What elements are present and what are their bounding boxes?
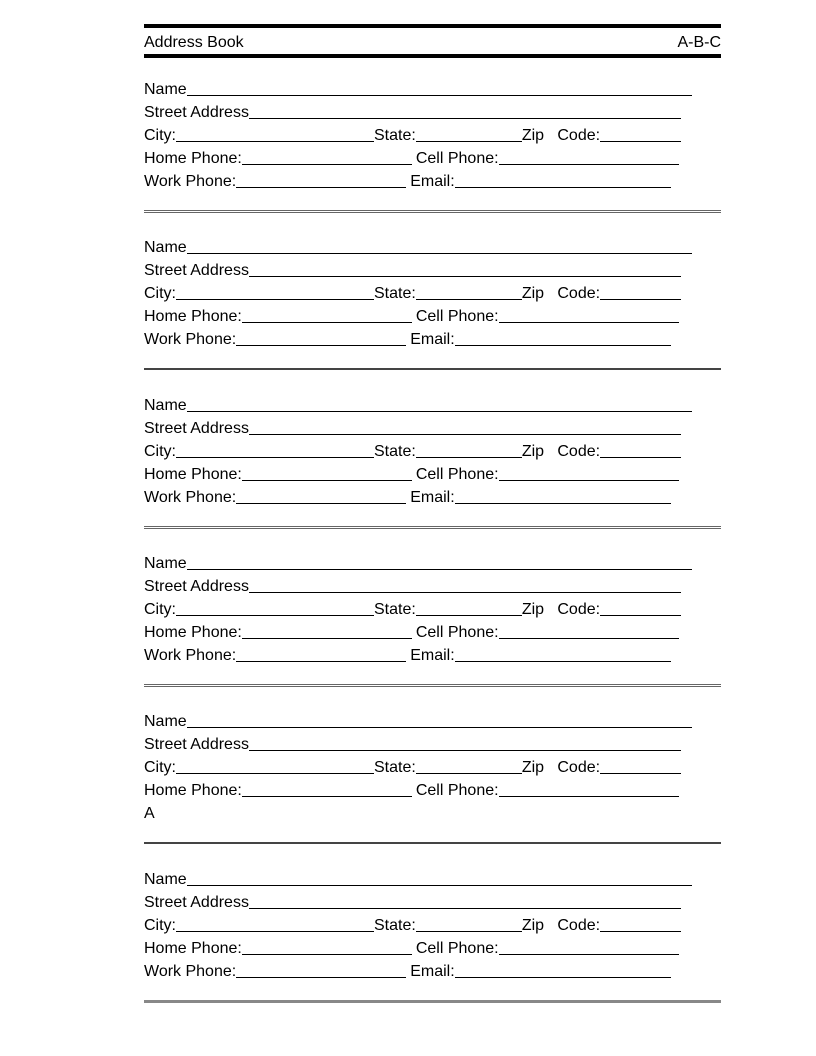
entry-separator	[144, 526, 721, 529]
street-row	[144, 889, 681, 912]
name-field[interactable]	[187, 411, 692, 412]
zip-label: Zip Code:	[521, 917, 601, 934]
city-field[interactable]	[176, 457, 374, 458]
zip-label: Zip Code:	[521, 443, 601, 460]
cell-phone-label: Cell Phone:	[415, 940, 499, 957]
address-entry-3	[144, 374, 721, 532]
home-phone-field[interactable]	[242, 796, 412, 797]
email-field[interactable]	[455, 661, 671, 662]
state-label: State:	[374, 285, 416, 302]
state-label: State:	[374, 127, 416, 144]
state-field[interactable]	[416, 773, 522, 774]
name-label: Name	[144, 239, 187, 256]
home-phone-label: Home Phone:	[144, 940, 242, 957]
name-field[interactable]	[187, 727, 692, 728]
stray-text: A	[144, 805, 155, 822]
header-title: Address Book	[144, 34, 244, 51]
street-row	[144, 257, 681, 280]
street-field[interactable]	[249, 592, 681, 593]
zip-field[interactable]	[600, 457, 681, 458]
phone-row	[144, 777, 679, 800]
email-label: Email:	[410, 331, 455, 348]
name-row	[144, 392, 692, 415]
city-label: City:	[144, 443, 176, 460]
home-phone-label: Home Phone:	[144, 150, 242, 167]
zip-label: Zip Code:	[521, 127, 601, 144]
entries-list	[144, 58, 721, 1006]
address-entry-1	[144, 58, 721, 216]
home-phone-field[interactable]	[242, 322, 412, 323]
email-label: Email:	[410, 647, 455, 664]
city-field[interactable]	[176, 615, 374, 616]
home-phone-label: Home Phone:	[144, 624, 242, 641]
cell-phone-label: Cell Phone:	[415, 466, 499, 483]
entry-separator	[144, 1000, 721, 1003]
work-phone-label: Work Phone:	[144, 489, 237, 506]
city-field[interactable]	[176, 141, 374, 142]
entry-separator	[144, 210, 721, 213]
zip-field[interactable]	[600, 299, 681, 300]
address-entry-5	[144, 690, 721, 848]
street-field[interactable]	[249, 276, 681, 277]
city-field[interactable]	[176, 299, 374, 300]
name-label: Name	[144, 713, 187, 730]
name-field[interactable]	[187, 569, 692, 570]
street-field[interactable]	[249, 118, 681, 119]
home-phone-label: Home Phone:	[144, 782, 242, 799]
entry-separator	[144, 368, 721, 370]
street-label: Street Address	[144, 894, 249, 911]
state-field[interactable]	[416, 457, 522, 458]
city-row	[144, 280, 681, 303]
home-phone-field[interactable]	[242, 164, 412, 165]
work-phone-field[interactable]	[236, 345, 406, 346]
cell-phone-label: Cell Phone:	[415, 150, 499, 167]
phone-row	[144, 461, 679, 484]
city-label: City:	[144, 127, 176, 144]
name-row	[144, 866, 692, 889]
state-field[interactable]	[416, 141, 522, 142]
email-field[interactable]	[455, 345, 671, 346]
entry-separator	[144, 842, 721, 844]
name-label: Name	[144, 871, 187, 888]
city-field[interactable]	[176, 931, 374, 932]
address-entry-4	[144, 532, 721, 690]
work-phone-field[interactable]	[236, 661, 406, 662]
work-phone-label: Work Phone:	[144, 173, 237, 190]
work-row	[144, 958, 671, 981]
city-label: City:	[144, 601, 176, 618]
city-label: City:	[144, 285, 176, 302]
phone-row	[144, 935, 679, 958]
page-header	[144, 28, 721, 54]
work-phone-label: Work Phone:	[144, 647, 237, 664]
header-section: A-B-C	[677, 34, 721, 51]
work-phone-field[interactable]	[236, 503, 406, 504]
cell-phone-field[interactable]	[499, 322, 679, 323]
name-row	[144, 550, 692, 573]
home-phone-field[interactable]	[242, 954, 412, 955]
zip-field[interactable]	[600, 773, 681, 774]
address-book-page	[144, 24, 721, 1006]
city-row	[144, 438, 681, 461]
street-row	[144, 731, 681, 754]
name-field[interactable]	[187, 885, 692, 886]
street-field[interactable]	[249, 434, 681, 435]
name-label: Name	[144, 397, 187, 414]
name-label: Name	[144, 555, 187, 572]
work-row	[144, 484, 671, 507]
zip-field[interactable]	[600, 141, 681, 142]
address-entry-2	[144, 216, 721, 374]
email-label: Email:	[410, 489, 455, 506]
state-label: State:	[374, 759, 416, 776]
home-phone-label: Home Phone:	[144, 308, 242, 325]
address-entry-6	[144, 848, 721, 1006]
cell-phone-label: Cell Phone:	[415, 308, 499, 325]
name-label: Name	[144, 81, 187, 98]
work-phone-label: Work Phone:	[144, 331, 237, 348]
cell-phone-field[interactable]	[499, 164, 679, 165]
zip-label: Zip Code:	[521, 285, 601, 302]
street-label: Street Address	[144, 578, 249, 595]
state-field[interactable]	[416, 615, 522, 616]
name-field[interactable]	[187, 95, 692, 96]
cell-phone-field[interactable]	[499, 638, 679, 639]
state-label: State:	[374, 917, 416, 934]
home-phone-field[interactable]	[242, 480, 412, 481]
work-row	[144, 642, 671, 665]
city-row	[144, 912, 681, 935]
state-label: State:	[374, 601, 416, 618]
state-field[interactable]	[416, 931, 522, 932]
entry-separator	[144, 684, 721, 687]
street-field[interactable]	[249, 908, 681, 909]
home-phone-label: Home Phone:	[144, 466, 242, 483]
cell-phone-field[interactable]	[499, 954, 679, 955]
city-row	[144, 122, 681, 145]
stray-row	[144, 800, 155, 823]
work-phone-field[interactable]	[236, 187, 406, 188]
street-label: Street Address	[144, 104, 249, 121]
home-phone-field[interactable]	[242, 638, 412, 639]
cell-phone-field[interactable]	[499, 796, 679, 797]
zip-label: Zip Code:	[521, 759, 601, 776]
city-label: City:	[144, 917, 176, 934]
work-row	[144, 326, 671, 349]
state-field[interactable]	[416, 299, 522, 300]
phone-row	[144, 145, 679, 168]
state-label: State:	[374, 443, 416, 460]
name-field[interactable]	[187, 253, 692, 254]
street-label: Street Address	[144, 736, 249, 753]
name-row	[144, 76, 692, 99]
name-row	[144, 234, 692, 257]
zip-label: Zip Code:	[521, 601, 601, 618]
email-field[interactable]	[455, 187, 671, 188]
name-row	[144, 708, 692, 731]
city-row	[144, 754, 681, 777]
zip-field[interactable]	[600, 931, 681, 932]
cell-phone-field[interactable]	[499, 480, 679, 481]
street-row	[144, 573, 681, 596]
cell-phone-label: Cell Phone:	[415, 624, 499, 641]
city-field[interactable]	[176, 773, 374, 774]
street-field[interactable]	[249, 750, 681, 751]
email-label: Email:	[410, 173, 455, 190]
work-row	[144, 168, 671, 191]
street-row	[144, 415, 681, 438]
email-label: Email:	[410, 963, 455, 980]
email-field[interactable]	[455, 977, 671, 978]
phone-row	[144, 619, 679, 642]
cell-phone-label: Cell Phone:	[415, 782, 499, 799]
city-row	[144, 596, 681, 619]
street-label: Street Address	[144, 420, 249, 437]
email-field[interactable]	[455, 503, 671, 504]
work-phone-label: Work Phone:	[144, 963, 237, 980]
street-row	[144, 99, 681, 122]
work-phone-field[interactable]	[236, 977, 406, 978]
zip-field[interactable]	[600, 615, 681, 616]
street-label: Street Address	[144, 262, 249, 279]
phone-row	[144, 303, 679, 326]
city-label: City:	[144, 759, 176, 776]
